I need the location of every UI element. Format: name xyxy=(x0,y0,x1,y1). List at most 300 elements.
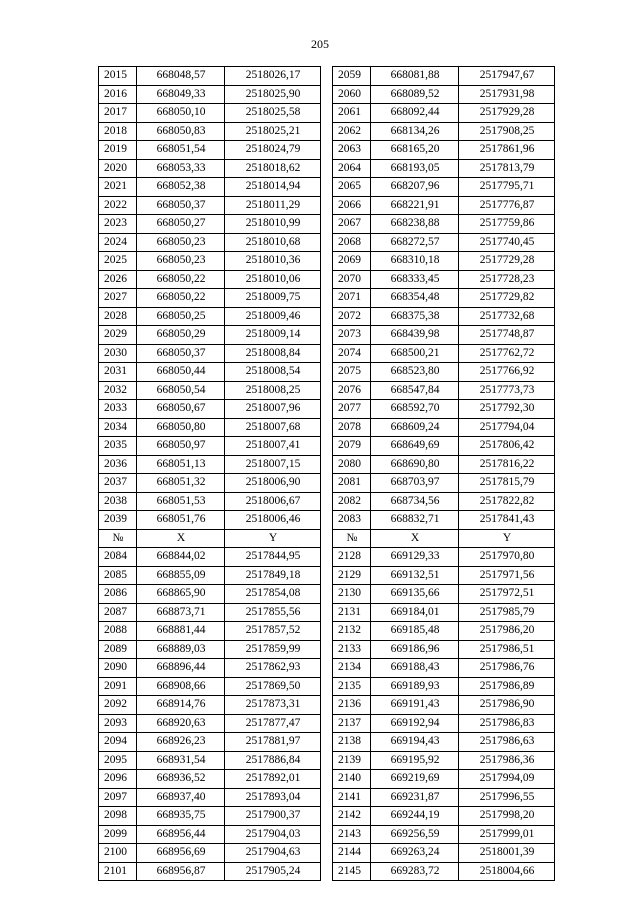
y-coordinate: 2517999,01 xyxy=(459,825,555,844)
point-number: 2059 xyxy=(333,67,371,86)
x-coordinate: 668956,44 xyxy=(137,825,225,844)
y-coordinate: 2517728,23 xyxy=(459,270,555,289)
point-number: 2135 xyxy=(333,677,371,696)
y-coordinate: 2517854,08 xyxy=(225,585,321,604)
x-coordinate: 668523,80 xyxy=(371,363,459,382)
point-number: 2098 xyxy=(99,807,137,826)
column-separator xyxy=(321,141,333,160)
x-coordinate: 668089,52 xyxy=(371,85,459,104)
point-number: 2137 xyxy=(333,714,371,733)
table-row xyxy=(99,585,555,604)
y-coordinate: 2517729,28 xyxy=(459,252,555,271)
y-coordinate: 2518007,96 xyxy=(225,400,321,419)
column-separator xyxy=(321,603,333,622)
point-number: 2071 xyxy=(333,289,371,308)
x-coordinate: 668050,10 xyxy=(137,104,225,123)
point-number: 2139 xyxy=(333,751,371,770)
y-coordinate: 2518006,90 xyxy=(225,474,321,493)
y-coordinate: 2517931,98 xyxy=(459,85,555,104)
point-number: 2099 xyxy=(99,825,137,844)
y-coordinate: 2517841,43 xyxy=(459,511,555,530)
table-row xyxy=(99,400,555,419)
y-coordinate: 2517776,87 xyxy=(459,196,555,215)
x-coordinate: 668051,32 xyxy=(137,474,225,493)
y-coordinate: 2518008,84 xyxy=(225,344,321,363)
y-coordinate: 2517893,04 xyxy=(225,788,321,807)
table-row xyxy=(99,825,555,844)
x-coordinate: 668855,09 xyxy=(137,566,225,585)
y-coordinate: 2517806,42 xyxy=(459,437,555,456)
x-coordinate: 669186,96 xyxy=(371,640,459,659)
x-coordinate: 668935,75 xyxy=(137,807,225,826)
column-separator xyxy=(321,67,333,86)
x-coordinate: 668081,88 xyxy=(371,67,459,86)
y-coordinate: 2517881,97 xyxy=(225,733,321,752)
y-coordinate: 2517904,03 xyxy=(225,825,321,844)
x-coordinate: 669219,69 xyxy=(371,770,459,789)
x-coordinate: 669283,72 xyxy=(371,862,459,881)
table-row xyxy=(99,807,555,826)
column-separator xyxy=(321,585,333,604)
table-row xyxy=(99,326,555,345)
table-row xyxy=(99,215,555,234)
y-coordinate: 2518025,90 xyxy=(225,85,321,104)
table-row xyxy=(99,677,555,696)
x-coordinate: 668051,13 xyxy=(137,455,225,474)
column-separator xyxy=(321,548,333,567)
point-number: 2019 xyxy=(99,141,137,160)
table-row xyxy=(99,862,555,881)
table-row xyxy=(99,714,555,733)
point-number: 2095 xyxy=(99,751,137,770)
point-number: 2082 xyxy=(333,492,371,511)
table-row xyxy=(99,233,555,252)
x-coordinate: 668050,80 xyxy=(137,418,225,437)
x-coordinate: 669129,33 xyxy=(371,548,459,567)
point-number: 2078 xyxy=(333,418,371,437)
point-number: 2091 xyxy=(99,677,137,696)
header-x: X xyxy=(371,529,459,548)
y-coordinate: 2517986,89 xyxy=(459,677,555,696)
point-number: 2022 xyxy=(99,196,137,215)
table-row xyxy=(99,418,555,437)
y-coordinate: 2517792,30 xyxy=(459,400,555,419)
y-coordinate: 2517985,79 xyxy=(459,603,555,622)
x-coordinate: 669184,01 xyxy=(371,603,459,622)
x-coordinate: 668881,44 xyxy=(137,622,225,641)
x-coordinate: 668238,88 xyxy=(371,215,459,234)
y-coordinate: 2518010,06 xyxy=(225,270,321,289)
column-separator xyxy=(321,307,333,326)
column-separator xyxy=(321,215,333,234)
x-coordinate: 668832,71 xyxy=(371,511,459,530)
header-row xyxy=(99,529,555,548)
column-separator xyxy=(321,714,333,733)
y-coordinate: 2517986,76 xyxy=(459,659,555,678)
point-number: 2138 xyxy=(333,733,371,752)
y-coordinate: 2517970,80 xyxy=(459,548,555,567)
x-coordinate: 668734,56 xyxy=(371,492,459,511)
point-number: 2089 xyxy=(99,640,137,659)
x-coordinate: 668649,69 xyxy=(371,437,459,456)
point-number: 2064 xyxy=(333,159,371,178)
y-coordinate: 2517886,84 xyxy=(225,751,321,770)
point-number: 2068 xyxy=(333,233,371,252)
table-row xyxy=(99,622,555,641)
y-coordinate: 2517822,82 xyxy=(459,492,555,511)
y-coordinate: 2518014,94 xyxy=(225,178,321,197)
y-coordinate: 2517986,83 xyxy=(459,714,555,733)
point-number: 2085 xyxy=(99,566,137,585)
y-coordinate: 2517795,71 xyxy=(459,178,555,197)
point-number: 2077 xyxy=(333,400,371,419)
column-separator xyxy=(321,511,333,530)
point-number: 2129 xyxy=(333,566,371,585)
point-number: 2035 xyxy=(99,437,137,456)
column-separator xyxy=(321,492,333,511)
x-coordinate: 668050,22 xyxy=(137,270,225,289)
column-separator xyxy=(321,122,333,141)
x-coordinate: 668272,57 xyxy=(371,233,459,252)
table-row xyxy=(99,159,555,178)
table-row xyxy=(99,85,555,104)
x-coordinate: 668193,05 xyxy=(371,159,459,178)
column-separator xyxy=(321,252,333,271)
y-coordinate: 2517729,82 xyxy=(459,289,555,308)
table-row xyxy=(99,844,555,863)
y-coordinate: 2517947,67 xyxy=(459,67,555,86)
point-number: 2087 xyxy=(99,603,137,622)
column-separator xyxy=(321,733,333,752)
coordinates-table-body xyxy=(99,67,555,881)
table-row xyxy=(99,640,555,659)
y-coordinate: 2518011,29 xyxy=(225,196,321,215)
column-separator xyxy=(321,807,333,826)
point-number: 2034 xyxy=(99,418,137,437)
header-y: Y xyxy=(459,529,555,548)
x-coordinate: 668926,23 xyxy=(137,733,225,752)
table-row xyxy=(99,141,555,160)
page-number: 205 xyxy=(311,37,329,51)
column-separator xyxy=(321,326,333,345)
point-number: 2073 xyxy=(333,326,371,345)
y-coordinate: 2518007,41 xyxy=(225,437,321,456)
column-separator xyxy=(321,381,333,400)
point-number: 2094 xyxy=(99,733,137,752)
table-row xyxy=(99,437,555,456)
column-separator xyxy=(321,566,333,585)
point-number: 2074 xyxy=(333,344,371,363)
y-coordinate: 2518007,68 xyxy=(225,418,321,437)
point-number: 2080 xyxy=(333,455,371,474)
x-coordinate: 668050,37 xyxy=(137,344,225,363)
column-separator xyxy=(321,344,333,363)
column-separator xyxy=(321,270,333,289)
point-number: 2075 xyxy=(333,363,371,382)
x-coordinate: 668050,22 xyxy=(137,289,225,308)
point-number: 2096 xyxy=(99,770,137,789)
point-number: 2083 xyxy=(333,511,371,530)
x-coordinate: 668896,44 xyxy=(137,659,225,678)
column-separator xyxy=(321,529,333,548)
x-coordinate: 668873,71 xyxy=(137,603,225,622)
point-number: 2144 xyxy=(333,844,371,863)
point-number: 2140 xyxy=(333,770,371,789)
y-coordinate: 2517857,52 xyxy=(225,622,321,641)
y-coordinate: 2518025,58 xyxy=(225,104,321,123)
x-coordinate: 668908,66 xyxy=(137,677,225,696)
x-coordinate: 668844,02 xyxy=(137,548,225,567)
column-separator xyxy=(321,159,333,178)
x-coordinate: 668207,96 xyxy=(371,178,459,197)
x-coordinate: 668333,45 xyxy=(371,270,459,289)
point-number: 2030 xyxy=(99,344,137,363)
x-coordinate: 668221,91 xyxy=(371,196,459,215)
x-coordinate: 668051,76 xyxy=(137,511,225,530)
x-coordinate: 669185,48 xyxy=(371,622,459,641)
y-coordinate: 2517900,37 xyxy=(225,807,321,826)
point-number: 2028 xyxy=(99,307,137,326)
x-coordinate: 668050,27 xyxy=(137,215,225,234)
point-number: 2026 xyxy=(99,270,137,289)
column-separator xyxy=(321,751,333,770)
point-number: 2025 xyxy=(99,252,137,271)
x-coordinate: 668956,87 xyxy=(137,862,225,881)
point-number: 2086 xyxy=(99,585,137,604)
y-coordinate: 2517748,87 xyxy=(459,326,555,345)
point-number: 2036 xyxy=(99,455,137,474)
point-number: 2067 xyxy=(333,215,371,234)
y-coordinate: 2517904,63 xyxy=(225,844,321,863)
x-coordinate: 669188,43 xyxy=(371,659,459,678)
column-separator xyxy=(321,825,333,844)
point-number: 2093 xyxy=(99,714,137,733)
x-coordinate: 668354,48 xyxy=(371,289,459,308)
header-y: Y xyxy=(225,529,321,548)
point-number: 2142 xyxy=(333,807,371,826)
column-separator xyxy=(321,400,333,419)
point-number: 2015 xyxy=(99,67,137,86)
point-number: 2066 xyxy=(333,196,371,215)
x-coordinate: 668592,70 xyxy=(371,400,459,419)
point-number: 2018 xyxy=(99,122,137,141)
x-coordinate: 668956,69 xyxy=(137,844,225,863)
x-coordinate: 668609,24 xyxy=(371,418,459,437)
y-coordinate: 2517762,72 xyxy=(459,344,555,363)
y-coordinate: 2518025,21 xyxy=(225,122,321,141)
y-coordinate: 2517869,50 xyxy=(225,677,321,696)
x-coordinate: 668052,38 xyxy=(137,178,225,197)
x-coordinate: 668865,90 xyxy=(137,585,225,604)
point-number: 2063 xyxy=(333,141,371,160)
column-separator xyxy=(321,233,333,252)
column-separator xyxy=(321,696,333,715)
x-coordinate: 669192,94 xyxy=(371,714,459,733)
column-separator xyxy=(321,85,333,104)
header-number: № xyxy=(333,529,371,548)
x-coordinate: 668050,23 xyxy=(137,252,225,271)
point-number: 2033 xyxy=(99,400,137,419)
table-row xyxy=(99,381,555,400)
table-row xyxy=(99,122,555,141)
table-row xyxy=(99,751,555,770)
table-row xyxy=(99,566,555,585)
table-row xyxy=(99,603,555,622)
point-number: 2062 xyxy=(333,122,371,141)
x-coordinate: 668050,25 xyxy=(137,307,225,326)
point-number: 2031 xyxy=(99,363,137,382)
y-coordinate: 2517844,95 xyxy=(225,548,321,567)
y-coordinate: 2517859,99 xyxy=(225,640,321,659)
point-number: 2021 xyxy=(99,178,137,197)
y-coordinate: 2517986,63 xyxy=(459,733,555,752)
table-row xyxy=(99,363,555,382)
column-separator xyxy=(321,455,333,474)
x-coordinate: 668051,54 xyxy=(137,141,225,160)
point-number: 2061 xyxy=(333,104,371,123)
table-row xyxy=(99,344,555,363)
column-separator xyxy=(321,418,333,437)
y-coordinate: 2518006,67 xyxy=(225,492,321,511)
y-coordinate: 2518009,75 xyxy=(225,289,321,308)
column-separator xyxy=(321,196,333,215)
y-coordinate: 2518026,17 xyxy=(225,67,321,86)
coordinates-table xyxy=(98,66,555,881)
point-number: 2039 xyxy=(99,511,137,530)
table-row xyxy=(99,307,555,326)
table-row xyxy=(99,659,555,678)
y-coordinate: 2518008,54 xyxy=(225,363,321,382)
column-separator xyxy=(321,659,333,678)
point-number: 2100 xyxy=(99,844,137,863)
x-coordinate: 668050,44 xyxy=(137,363,225,382)
y-coordinate: 2518006,46 xyxy=(225,511,321,530)
x-coordinate: 669244,19 xyxy=(371,807,459,826)
x-coordinate: 669191,43 xyxy=(371,696,459,715)
y-coordinate: 2517816,22 xyxy=(459,455,555,474)
table-row xyxy=(99,770,555,789)
point-number: 2069 xyxy=(333,252,371,271)
point-number: 2084 xyxy=(99,548,137,567)
x-coordinate: 669135,66 xyxy=(371,585,459,604)
y-coordinate: 2517986,51 xyxy=(459,640,555,659)
x-coordinate: 668690,80 xyxy=(371,455,459,474)
column-separator xyxy=(321,178,333,197)
x-coordinate: 669256,59 xyxy=(371,825,459,844)
table-row xyxy=(99,455,555,474)
point-number: 2128 xyxy=(333,548,371,567)
x-coordinate: 668500,21 xyxy=(371,344,459,363)
y-coordinate: 2517877,47 xyxy=(225,714,321,733)
y-coordinate: 2518010,99 xyxy=(225,215,321,234)
y-coordinate: 2517766,92 xyxy=(459,363,555,382)
point-number: 2141 xyxy=(333,788,371,807)
y-coordinate: 2518007,15 xyxy=(225,455,321,474)
point-number: 2038 xyxy=(99,492,137,511)
x-coordinate: 668134,26 xyxy=(371,122,459,141)
y-coordinate: 2517986,36 xyxy=(459,751,555,770)
x-coordinate: 668937,40 xyxy=(137,788,225,807)
x-coordinate: 668439,98 xyxy=(371,326,459,345)
point-number: 2097 xyxy=(99,788,137,807)
y-coordinate: 2517773,73 xyxy=(459,381,555,400)
point-number: 2017 xyxy=(99,104,137,123)
y-coordinate: 2518024,79 xyxy=(225,141,321,160)
point-number: 2016 xyxy=(99,85,137,104)
x-coordinate: 668936,52 xyxy=(137,770,225,789)
table-row xyxy=(99,492,555,511)
column-separator xyxy=(321,788,333,807)
header-number: № xyxy=(99,529,137,548)
x-coordinate: 668050,67 xyxy=(137,400,225,419)
header-x: X xyxy=(137,529,225,548)
table-row xyxy=(99,788,555,807)
y-coordinate: 2518009,14 xyxy=(225,326,321,345)
y-coordinate: 2518008,25 xyxy=(225,381,321,400)
point-number: 2020 xyxy=(99,159,137,178)
point-number: 2029 xyxy=(99,326,137,345)
y-coordinate: 2517862,93 xyxy=(225,659,321,678)
x-coordinate: 668165,20 xyxy=(371,141,459,160)
y-coordinate: 2517972,51 xyxy=(459,585,555,604)
x-coordinate: 668050,97 xyxy=(137,437,225,456)
x-coordinate: 668050,37 xyxy=(137,196,225,215)
y-coordinate: 2517996,55 xyxy=(459,788,555,807)
table-row xyxy=(99,178,555,197)
y-coordinate: 2518001,39 xyxy=(459,844,555,863)
y-coordinate: 2517908,25 xyxy=(459,122,555,141)
y-coordinate: 2517813,79 xyxy=(459,159,555,178)
x-coordinate: 668053,33 xyxy=(137,159,225,178)
point-number: 2101 xyxy=(99,862,137,881)
point-number: 2065 xyxy=(333,178,371,197)
point-number: 2134 xyxy=(333,659,371,678)
x-coordinate: 668914,76 xyxy=(137,696,225,715)
y-coordinate: 2518018,62 xyxy=(225,159,321,178)
x-coordinate: 669231,87 xyxy=(371,788,459,807)
point-number: 2092 xyxy=(99,696,137,715)
x-coordinate: 669189,93 xyxy=(371,677,459,696)
y-coordinate: 2517849,18 xyxy=(225,566,321,585)
point-number: 2060 xyxy=(333,85,371,104)
column-separator xyxy=(321,363,333,382)
point-number: 2130 xyxy=(333,585,371,604)
table-row xyxy=(99,733,555,752)
x-coordinate: 668050,83 xyxy=(137,122,225,141)
y-coordinate: 2517815,79 xyxy=(459,474,555,493)
point-number: 2090 xyxy=(99,659,137,678)
y-coordinate: 2517759,86 xyxy=(459,215,555,234)
x-coordinate: 668050,23 xyxy=(137,233,225,252)
y-coordinate: 2518010,36 xyxy=(225,252,321,271)
point-number: 2132 xyxy=(333,622,371,641)
point-number: 2076 xyxy=(333,381,371,400)
point-number: 2088 xyxy=(99,622,137,641)
point-number: 2136 xyxy=(333,696,371,715)
point-number: 2070 xyxy=(333,270,371,289)
column-separator xyxy=(321,622,333,641)
table-row xyxy=(99,474,555,493)
x-coordinate: 668049,33 xyxy=(137,85,225,104)
x-coordinate: 668051,53 xyxy=(137,492,225,511)
column-separator xyxy=(321,437,333,456)
y-coordinate: 2517986,90 xyxy=(459,696,555,715)
point-number: 2079 xyxy=(333,437,371,456)
column-separator xyxy=(321,862,333,881)
y-coordinate: 2517855,56 xyxy=(225,603,321,622)
x-coordinate: 668310,18 xyxy=(371,252,459,271)
column-separator xyxy=(321,474,333,493)
